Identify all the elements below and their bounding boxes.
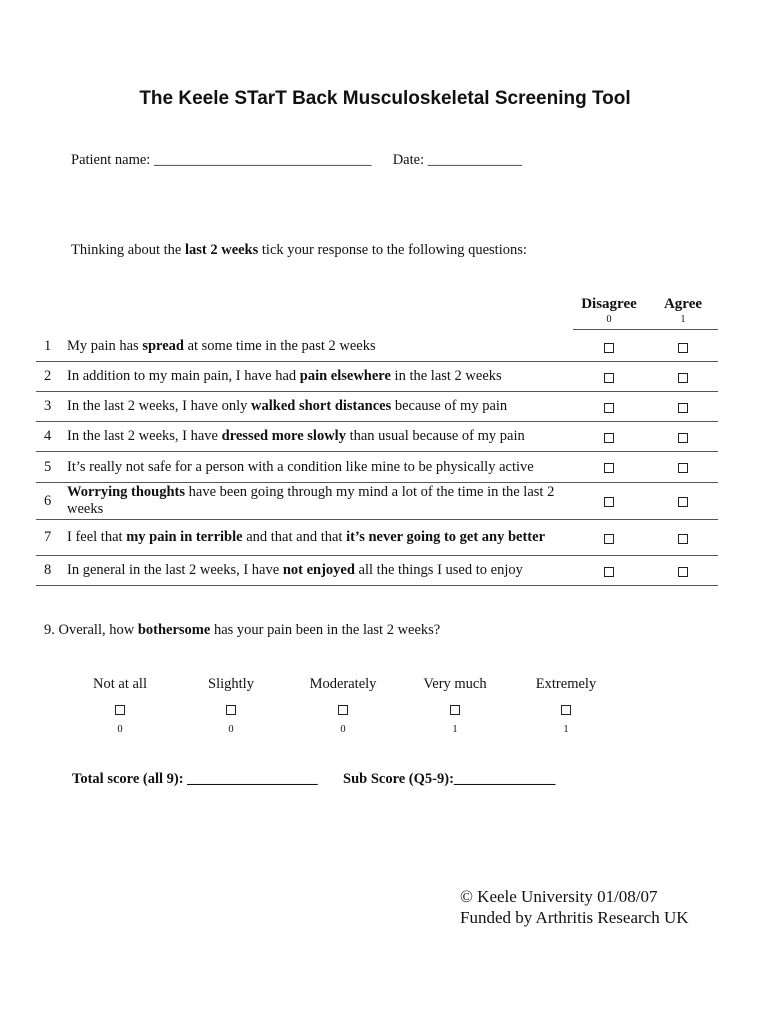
q9-option-checkbox[interactable] [115,705,125,715]
checkbox-agree[interactable] [678,343,688,353]
question-row [36,332,718,362]
checkbox-agree[interactable] [678,567,688,577]
checkbox-agree[interactable] [678,463,688,473]
question-text-part: have been going through my mind a lot of the time in the last 2 weeks [67,484,555,517]
question-text [67,332,562,361]
checkbox-disagree[interactable] [604,373,614,383]
question-number: 7 [44,529,52,545]
question-number: 1 [44,338,52,354]
checkbox-disagree[interactable] [604,403,614,413]
question-text [67,422,562,451]
question-row [36,362,718,392]
checkbox-disagree[interactable] [604,534,614,544]
question-emphasis: my pain in terrible [126,529,243,545]
q9-option-label: Slightly [208,676,254,692]
question-emphasis: spread [142,338,184,354]
q9-emphasis: bothersome [137,622,211,638]
question-number: 4 [44,428,52,444]
sub-score-field[interactable]: Sub Score (Q5-9):______________ [343,771,556,787]
header-divider [573,329,718,330]
q9-option-checkbox[interactable] [338,705,348,715]
instruction-text [71,242,527,259]
checkbox-agree[interactable] [678,403,688,413]
checkbox-disagree[interactable] [604,343,614,353]
question-text [67,362,562,391]
q9-option-score: 0 [228,724,234,735]
question-text-part: at some time in the past 2 weeks [183,338,376,354]
checkbox-disagree[interactable] [604,497,614,507]
q9-option-label: Very much [423,676,487,692]
question-9 [44,622,440,639]
question-text-part: My pain has [67,338,143,354]
question-text-part: In addition to my main pain, I have had [67,368,300,384]
question-row [36,556,718,586]
page-title: The Keele STarT Back Musculoskeletal Screening Tool [139,88,631,109]
checkbox-disagree[interactable] [604,567,614,577]
column-header-agree: Agree [663,296,703,312]
question-text [67,483,562,519]
question-row [36,422,718,452]
q9-option-checkbox[interactable] [450,705,460,715]
patient-info-line [71,152,522,169]
question-row [36,452,718,483]
q9-option-score: 1 [563,724,569,735]
q9-option-score: 1 [452,724,458,735]
checkbox-agree[interactable] [678,497,688,507]
instruction-emphasis: last 2 weeks [184,242,259,258]
checkbox-agree[interactable] [678,373,688,383]
checkbox-disagree[interactable] [604,463,614,473]
question-emphasis: Worrying thoughts [67,484,186,500]
question-text-part: In general in the last 2 weeks, I have [67,562,283,578]
copyright-text: © Keele University 01/08/07 [460,887,658,906]
column-score-disagree: 0 [606,314,612,325]
question-text-part: I feel that [67,529,127,545]
checkbox-disagree[interactable] [604,433,614,443]
question-emphasis: pain elsewhere [299,368,391,384]
question-emphasis: walked short distances [251,398,392,414]
checkbox-agree[interactable] [678,433,688,443]
question-text-part: because of my pain [391,398,508,414]
question-emphasis: not enjoyed [282,562,355,578]
q9-prefix: 9. Overall, how [44,622,138,638]
question-row [36,520,718,556]
footer [460,886,689,928]
question-text-part: in the last 2 weeks [390,368,502,384]
funding-text: Funded by Arthritis Research UK [460,908,689,927]
q9-option-label: Moderately [309,676,377,692]
instruction-suffix: tick your response to the following questions: [258,242,527,258]
question-text-part: than usual because of my pain [345,428,525,444]
date-field[interactable]: _____________ [427,152,522,168]
question-number: 3 [44,398,52,414]
patient-name-field[interactable]: ______________________________ [153,152,372,168]
patient-name-label: Patient name: [71,152,151,168]
question-row [36,483,718,520]
question-text [67,520,562,555]
question-emphasis: it’s never going to get any better [346,529,546,545]
q9-option-label: Not at all [93,676,147,692]
q9-option-score: 0 [117,724,123,735]
q9-suffix: has your pain been in the last 2 weeks? [210,622,441,638]
question-text-part: It’s really not safe for a person with a condition like mine to be physically active [67,458,534,475]
column-score-agree: 1 [680,314,686,325]
question-text-part: In the last 2 weeks, I have [67,428,222,444]
q9-option-checkbox[interactable] [561,705,571,715]
total-score-field[interactable]: Total score (all 9): __________________ [72,771,318,787]
question-text [67,556,562,585]
question-text [67,392,562,421]
column-header-disagree: Disagree [581,296,637,312]
question-text-part: and that and that [242,529,347,545]
question-number: 6 [44,492,52,509]
q9-option-score: 0 [340,724,346,735]
question-emphasis: dressed more slowly [221,428,346,444]
question-text-part: In the last 2 weeks, I have only [67,398,252,414]
date-label: Date: [392,152,425,168]
q9-option-label: Extremely [535,676,597,692]
checkbox-agree[interactable] [678,534,688,544]
question-number: 2 [44,368,52,384]
question-number: 5 [44,458,52,475]
question-text-part: all the things I used to enjoy [354,562,523,578]
instruction-prefix: Thinking about the [71,242,185,258]
question-row [36,392,718,422]
q9-option-checkbox[interactable] [226,705,236,715]
question-number: 8 [44,562,52,578]
question-text [67,452,562,482]
